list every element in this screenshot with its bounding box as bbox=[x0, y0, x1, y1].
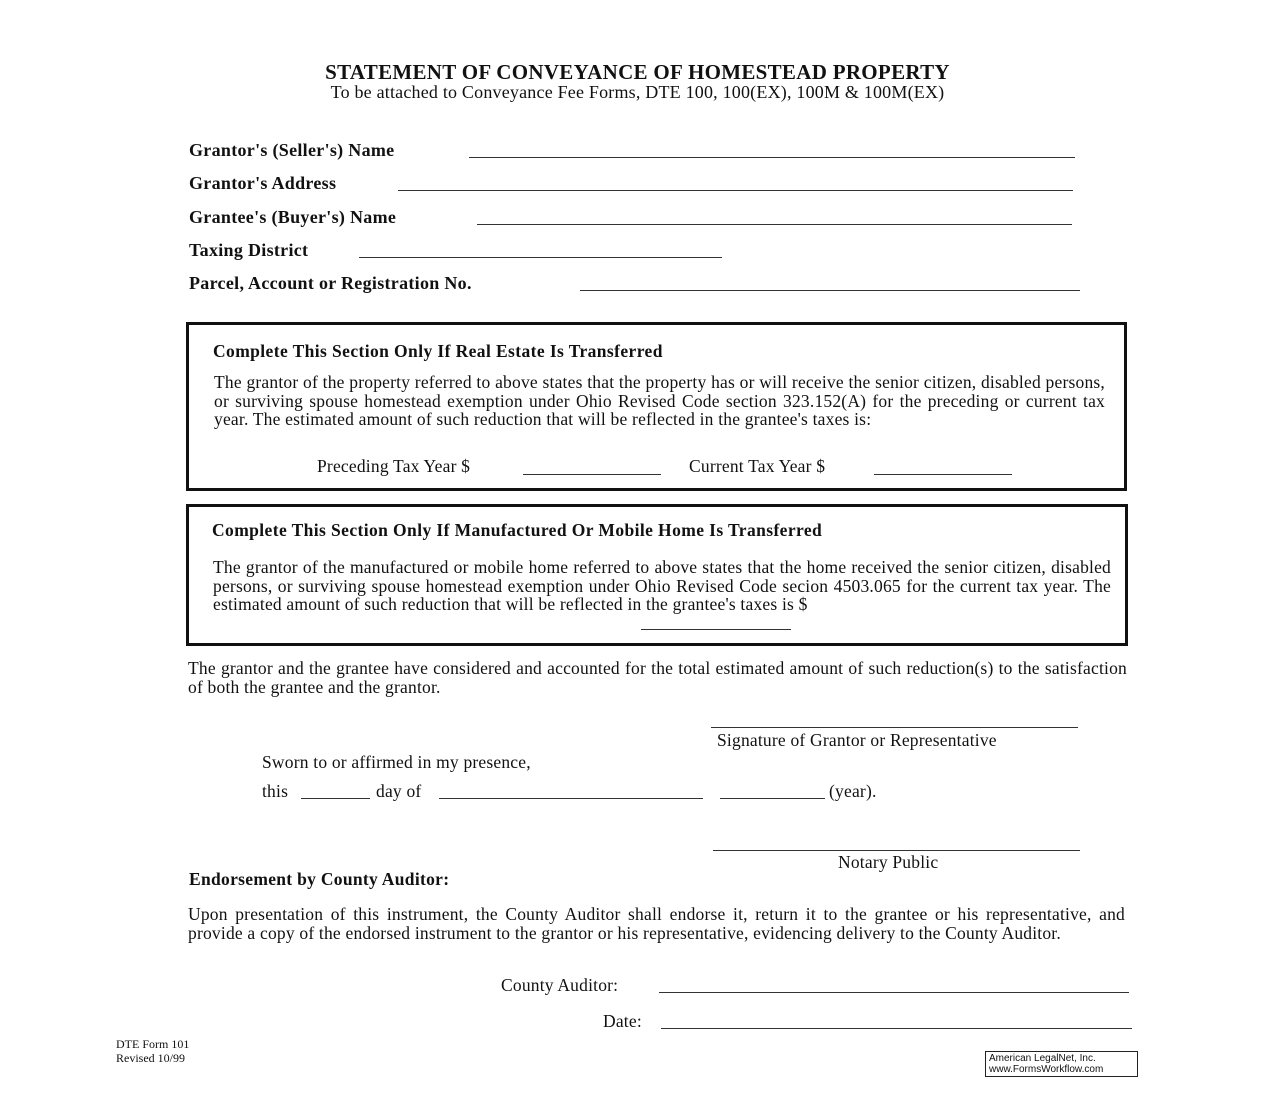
mobile-home-section bbox=[186, 504, 1128, 646]
preceding-year-amount-field[interactable] bbox=[523, 474, 661, 475]
day-of-label: day of bbox=[376, 781, 422, 801]
grantor-name-field[interactable] bbox=[469, 157, 1075, 158]
form-title: STATEMENT OF CONVEYANCE OF HOMESTEAD PROPERTY bbox=[325, 60, 950, 84]
notary-signature-field[interactable] bbox=[713, 850, 1080, 851]
grantee-name-field[interactable] bbox=[477, 224, 1072, 225]
mobile-home-heading: Complete This Section Only If Manufactured Or Mobile Home Is Transferred bbox=[212, 520, 823, 540]
this-label: this bbox=[262, 781, 289, 801]
day-field[interactable] bbox=[301, 798, 370, 799]
brand-name: American LegalNet, Inc. bbox=[989, 1053, 1096, 1064]
taxing-district-label: Taxing District bbox=[189, 240, 309, 260]
real-estate-heading: Complete This Section Only If Real Estate Is Transferred bbox=[213, 341, 663, 361]
county-auditor-label: County Auditor: bbox=[501, 975, 619, 995]
grantor-address-field[interactable] bbox=[398, 190, 1073, 191]
current-year-amount-field[interactable] bbox=[874, 474, 1012, 475]
form-revised: Revised 10/99 bbox=[116, 1051, 185, 1065]
grantor-signature-field[interactable] bbox=[711, 727, 1078, 728]
date-label: Date: bbox=[603, 1011, 642, 1031]
brand-logo bbox=[985, 1051, 1138, 1077]
county-auditor-field[interactable] bbox=[659, 992, 1129, 993]
grantor-address-label: Grantor's Address bbox=[189, 173, 337, 193]
current-year-label: Current Tax Year $ bbox=[689, 456, 826, 476]
brand-url: www.FormsWorkflow.com bbox=[989, 1064, 1104, 1075]
form-id: DTE Form 101 bbox=[116, 1037, 190, 1051]
grantor-name-label: Grantor's (Seller's) Name bbox=[189, 140, 395, 160]
real-estate-section bbox=[186, 322, 1127, 491]
mobile-home-text: The grantor of the manufactured or mobile home referred to above states that the home received the senior citizen, disabled persons, or surviving spouse homestead exemption under Ohio Revised Code secion 4503.065 for the current tax year. The estimated amount of such reduction that will be reflected in the grantee's taxes is $ bbox=[213, 557, 1111, 614]
endorsement-text: Upon presentation of this instrument, the County Auditor shall endorse it, return it to the grantee or his representative, and provide a copy of the endorsed instrument to the grantor or his representative, evidencing delivery to the County Auditor. bbox=[188, 904, 1125, 943]
form-subtitle: To be attached to Conveyance Fee Forms, DTE 100, 100(EX), 100M & 100M(EX) bbox=[330, 82, 945, 102]
notary-caption: Notary Public bbox=[838, 852, 939, 872]
parcel-number-field[interactable] bbox=[580, 290, 1080, 291]
month-field[interactable] bbox=[439, 798, 703, 799]
endorsement-heading: Endorsement by County Auditor: bbox=[189, 869, 450, 889]
grantee-name-label: Grantee's (Buyer's) Name bbox=[189, 207, 397, 227]
parcel-number-label: Parcel, Account or Registration No. bbox=[189, 273, 472, 293]
year-label: (year). bbox=[829, 781, 877, 801]
preceding-year-label: Preceding Tax Year $ bbox=[317, 456, 471, 476]
grantor-signature-caption: Signature of Grantor or Representative bbox=[717, 730, 997, 750]
taxing-district-field[interactable] bbox=[359, 257, 722, 258]
real-estate-text: The grantor of the property referred to above states that the property has or will receive the senior citizen, disabled persons, or surviving spouse homestead exemption under Ohio Revised Code section 323.152(A) for the preceding or current tax year. The estimated amount of such reduction that will be reflected in the grantee's taxes is: bbox=[214, 372, 1105, 429]
date-field[interactable] bbox=[661, 1028, 1132, 1029]
mobile-home-amount-field[interactable] bbox=[641, 629, 791, 630]
year-field[interactable] bbox=[720, 798, 825, 799]
sworn-text: Sworn to or affirmed in my presence, bbox=[262, 752, 531, 772]
agreement-text: The grantor and the grantee have considered and accounted for the total estimated amount of such reduction(s) to the satisfaction of both the grantee and the grantor. bbox=[188, 658, 1127, 697]
